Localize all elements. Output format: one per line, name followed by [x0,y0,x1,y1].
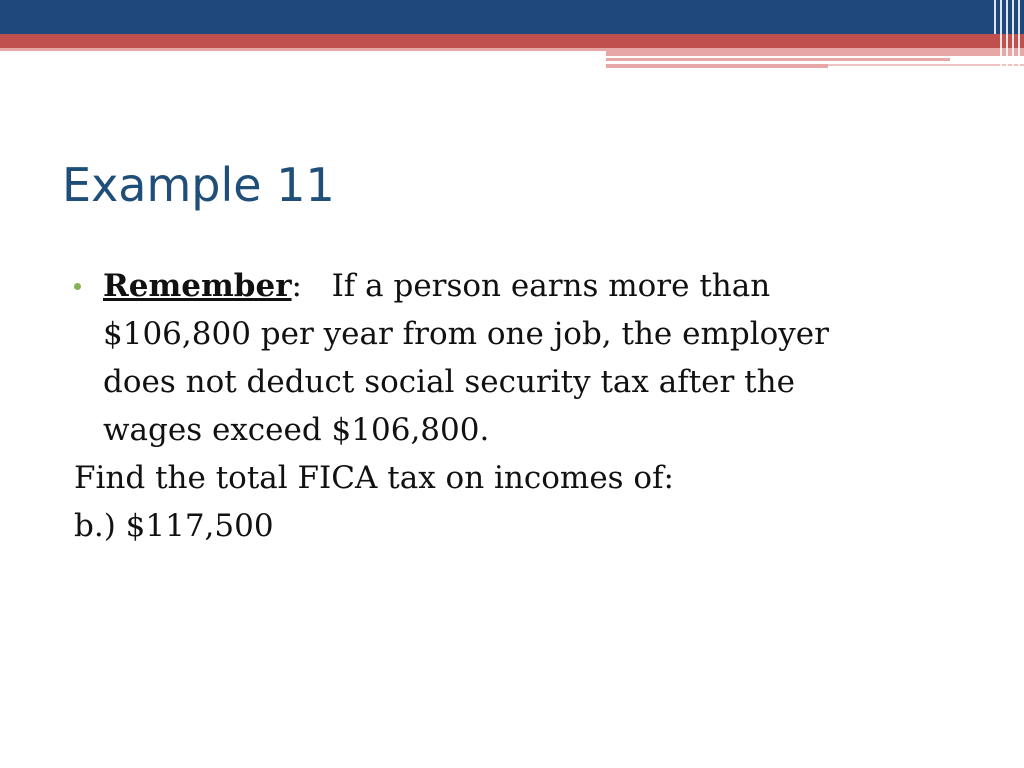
header-stripes [990,0,1024,70]
header-accent-line [606,48,1024,56]
bullet-dot-icon [74,283,81,290]
header-accent-line [606,64,828,68]
header-band-blue [0,0,1024,34]
bullet-text-line: $106,800 per year from one job, the employer [103,316,829,352]
slide-body [74,262,954,550]
bullet-text-line: does not deduct social security tax after the [103,364,795,400]
bullet-line-1 [103,262,954,310]
part-b-text: b.) $117,500 [74,508,274,544]
bullet-text-line: wages exceed $106,800. [103,412,490,448]
header-accent-line [606,58,950,61]
remember-label: Remember [103,268,292,304]
header-accent-line [0,48,606,51]
slide-title: Example 11 [62,158,335,212]
header-band-red [0,34,1024,48]
instruction-text: Find the total FICA tax on incomes of: [74,460,675,496]
remember-colon: : [291,268,302,304]
bullet-item [74,262,954,454]
bullet-text-line: If a person earns more than [331,268,771,304]
